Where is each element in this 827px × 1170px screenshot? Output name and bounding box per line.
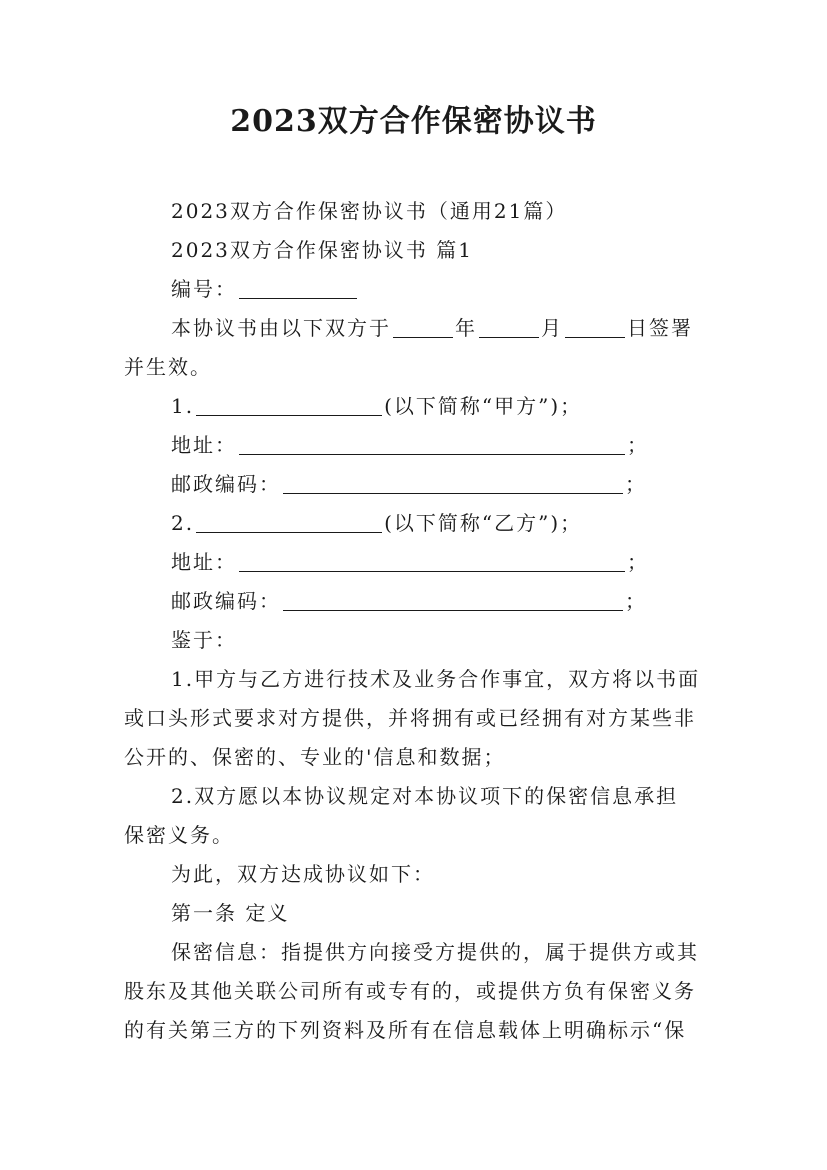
article-1-heading: 第一条 定义: [171, 901, 290, 925]
party-b-postcode-line: [171, 582, 647, 620]
postcode-label: 邮政编码：: [171, 472, 281, 496]
month-label: 月: [541, 316, 563, 340]
party-a-suffix: (以下简称“甲方”)；: [384, 394, 583, 418]
agreement-intro: 为此，双方达成协议如下：: [171, 862, 435, 886]
recital-1-line-1: 1.甲方与乙方进行技术及业务合作事宜，双方将以书面: [171, 667, 701, 691]
semicolon: ；: [627, 433, 649, 457]
number-line: [171, 270, 359, 308]
semicolon: ；: [627, 550, 649, 574]
postcode-blank: [283, 590, 623, 611]
party-a-postcode-line: [171, 465, 647, 503]
number-blank: [239, 278, 357, 299]
party-b-prefix: 2.: [171, 511, 195, 535]
party-b-line: [171, 504, 582, 542]
recital-2-line-2: 保密义务。: [124, 823, 234, 847]
recital-1-line-3: 公开的、保密的、专业的'信息和数据；: [124, 745, 506, 769]
month-blank: [479, 317, 539, 338]
number-label: 编号：: [171, 277, 237, 301]
semicolon: ；: [625, 589, 647, 613]
year-label: 年: [455, 316, 477, 340]
recital-2-line-1: 2.双方愿以本协议规定对本协议项下的保密信息承担: [171, 784, 679, 808]
postcode-blank: [283, 473, 623, 494]
address-blank: [239, 434, 625, 455]
party-b-blank: [196, 512, 382, 533]
party-a-address-line: [171, 426, 649, 464]
definition-line-1: 保密信息：指提供方向接受方提供的，属于提供方或其: [171, 940, 699, 964]
address-label: 地址：: [171, 550, 237, 574]
party-a-line: [171, 387, 582, 425]
party-b-address-line: [171, 543, 649, 581]
sign-date-line: [171, 309, 693, 347]
sign-continuation: 并生效。: [124, 355, 212, 379]
section-heading: 2023双方合作保密协议书 篇1: [171, 238, 473, 262]
day-blank: [565, 317, 625, 338]
sign-text: 本协议书由以下双方于: [171, 316, 391, 340]
address-blank: [239, 551, 625, 572]
postcode-label: 邮政编码：: [171, 589, 281, 613]
semicolon: ；: [625, 472, 647, 496]
party-b-suffix: (以下简称“乙方”)；: [384, 511, 583, 535]
definition-line-3: 的有关第三方的下列资料及所有在信息载体上明确标示“保: [124, 1018, 687, 1042]
whereas-heading: 鉴于：: [171, 628, 237, 652]
party-a-prefix: 1.: [171, 394, 195, 418]
party-a-blank: [196, 395, 382, 416]
definition-line-2: 股东及其他关联公司所有或专有的，或提供方负有保密义务: [124, 979, 696, 1003]
document-subtitle: 2023双方合作保密协议书（通用21篇）: [171, 199, 568, 223]
year-blank: [393, 317, 453, 338]
day-sign-text: 日签署: [627, 316, 693, 340]
address-label: 地址：: [171, 433, 237, 457]
recital-1-line-2: 或口头形式要求对方提供，并将拥有或已经拥有对方某些非: [124, 706, 696, 730]
document-title: 2023双方合作保密协议书: [230, 104, 597, 139]
